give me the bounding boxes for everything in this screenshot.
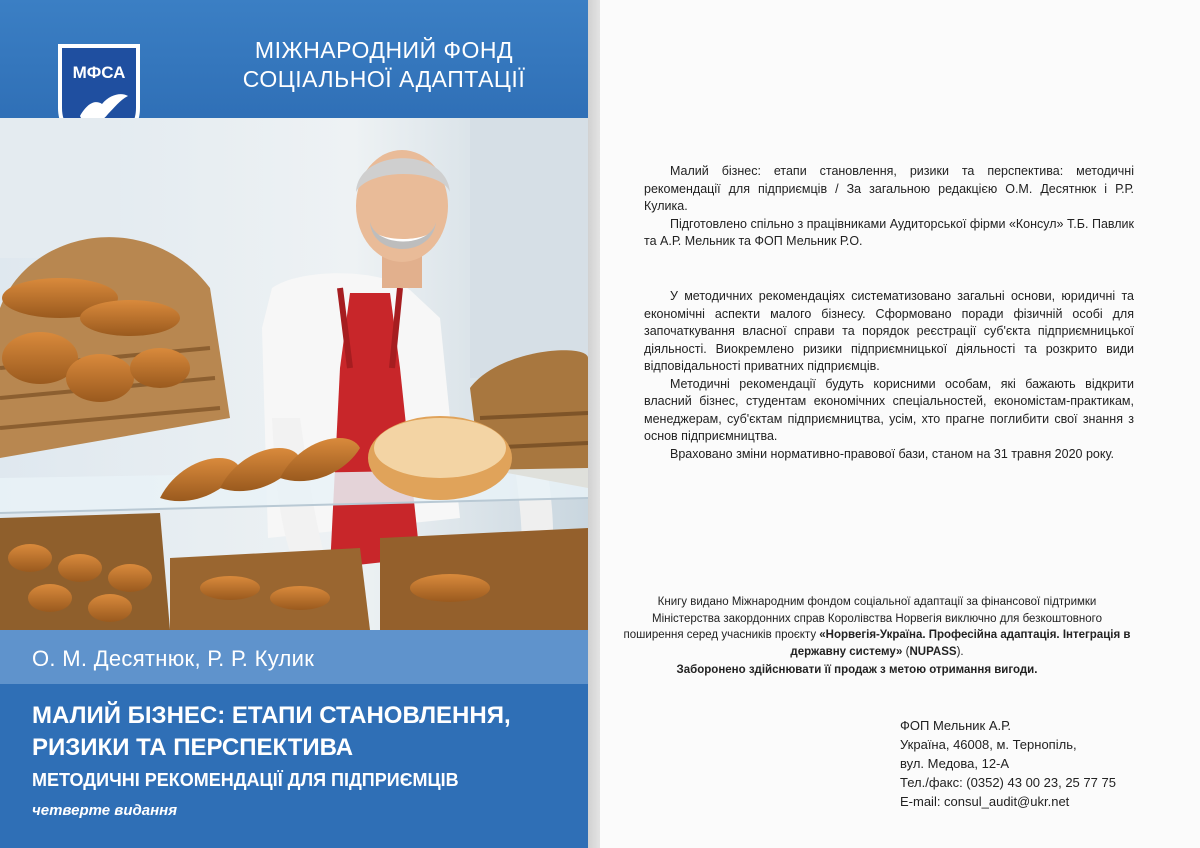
publisher-address-1: Україна, 46008, м. Тернопіль, xyxy=(900,737,1077,752)
book-subtitle: МЕТОДИЧНІ РЕКОМЕНДАЦІЇ ДЛЯ ПІДПРИЄМЦІВ xyxy=(32,770,459,790)
sale-prohibition: Заборонено здійснювати її продаж з метою отримання вигоди. xyxy=(676,664,1038,676)
abstract-paragraph-1: У методичних рекомендаціях систематизовано загальні основи, юридичні та економічні аспекти малого бізнесу. Сформовано поради фізичній особі для започаткування власної справи та порядок реєстрації суб'єкта підприємницької діяльності. Виокремлено ризики підприємницької діяльності та розкрито види відповідальності приватних підприємців. xyxy=(644,289,1134,373)
publisher-name: ФОП Мельник А.Р. xyxy=(900,718,1011,733)
org-line-2: СОЦІАЛЬНОЇ АДАПТАЦІЇ xyxy=(242,66,526,92)
project-name: «Норвегія-Україна. Професійна адаптація. Інтеграція в державну систему» xyxy=(790,629,1131,658)
book-title-line-1: МАЛИЙ БІЗНЕС: ЕТАПИ СТАНОВЛЕННЯ, xyxy=(32,702,511,729)
baker-photo xyxy=(0,118,588,630)
colophon-page xyxy=(600,0,1200,848)
authors-bar xyxy=(0,630,588,684)
org-line-1: МІЖНАРОДНИЙ ФОНД xyxy=(254,37,514,63)
funding-notice xyxy=(622,594,1132,660)
publisher-organization xyxy=(214,36,554,94)
abstract-paragraph-3: Враховано зміни нормативно-правової бази, станом на 31 травня 2020 року. xyxy=(670,446,1114,461)
title-block xyxy=(0,684,588,848)
funding-notice-text: Книгу видано Міжнародним фондом соціальної адаптації за фінансової підтримки Міністерства закордонних справ Королівства Норвегія виключно для безкоштовного поширення серед учасників проєкту xyxy=(623,596,1102,641)
notice-paren-open: ( xyxy=(902,645,910,658)
publisher-phone: Тел./факс: (0352) 43 00 23, 25 77 75 xyxy=(900,775,1116,790)
project-acronym: NUPASS xyxy=(909,645,957,658)
abstract xyxy=(644,288,1134,463)
book-cover xyxy=(0,0,588,848)
prepared-by-paragraph: Підготовлено спільно з працівниками Аудиторської фірми «Консул» Т.Б. Павлик та А.Р. Мельник та ФОП Мельник Р.О. xyxy=(644,216,1134,248)
notice-paren-close: ). xyxy=(956,645,964,658)
abstract-paragraph-2: Методичні рекомендації будуть корисними особам, які бажають відкрити власний бізнес, студентам економічних спеціальностей, економістам-практикам, менеджерам, суб'єктам підприємництва, усім, хто прагне поглибити свої знання з основ підприємництва. xyxy=(644,376,1134,443)
publisher-email: E-mail: consul_audit@ukr.net xyxy=(900,794,1070,809)
publisher-address-2: вул. Медова, 12-А xyxy=(900,756,1010,771)
emblem-text: МФСА xyxy=(72,63,126,82)
authors: О. М. Десятнюк, Р. Р. Кулик xyxy=(32,646,315,671)
citation-paragraph: Малий бізнес: етапи становлення, ризики та перспектива: методичні рекомендації для підприємців / За загальною редакцією О.М. Десятнюк і Р.Р. Кулика. xyxy=(644,164,1134,213)
edition-label: четверте видання xyxy=(32,802,178,819)
book-title-line-2: РИЗИКИ ТА ПЕРСПЕКТИВА xyxy=(32,734,354,761)
publisher-info xyxy=(900,716,1140,811)
bibliographic-reference xyxy=(644,163,1134,251)
